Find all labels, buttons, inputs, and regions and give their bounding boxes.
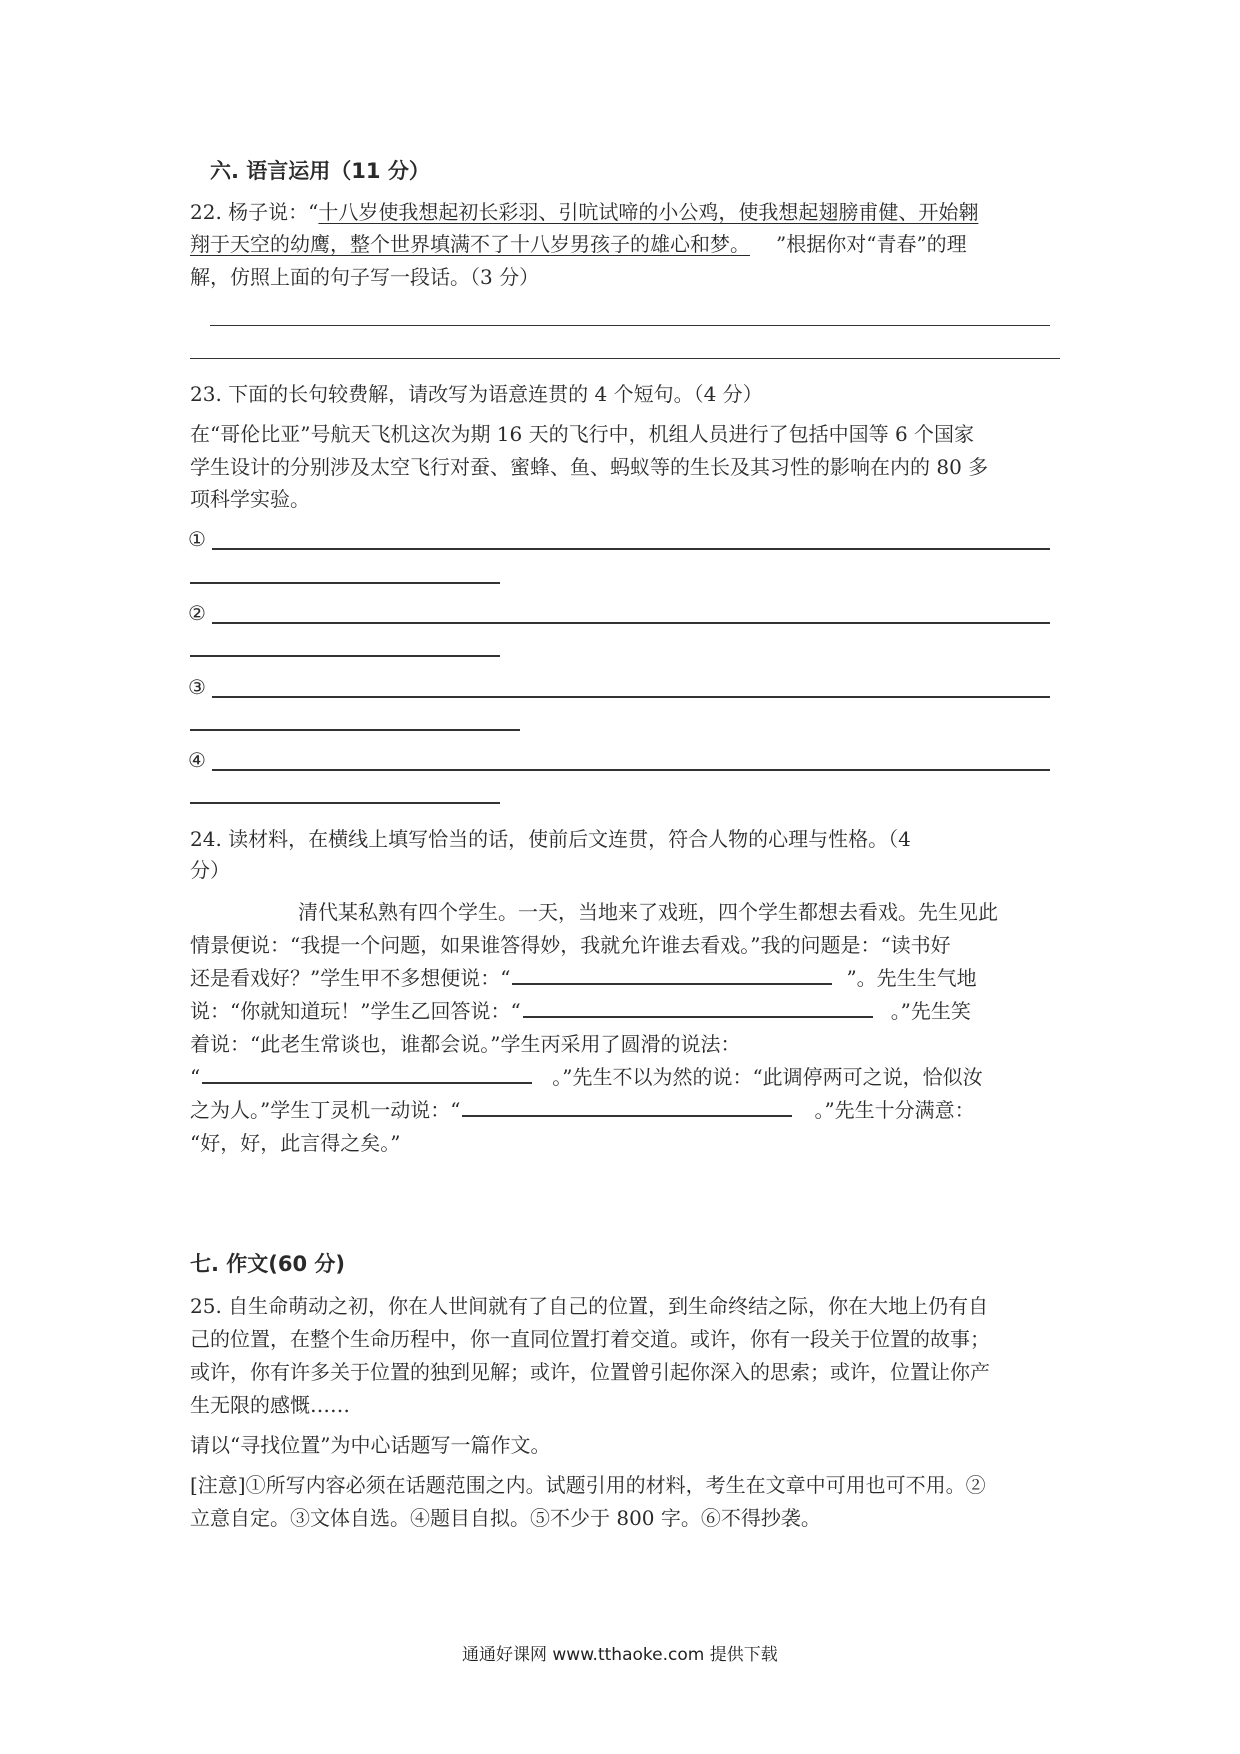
q24-blank-student-c[interactable] <box>202 1062 532 1084</box>
q22-line-2 <box>190 228 967 257</box>
q24-story-text: 。”先生不以为然的说：“此调停两可之说，恰似汝 <box>552 1065 983 1089</box>
q23-answer-1-line-a[interactable] <box>212 548 1050 550</box>
q24-story-line-2: 情景便说：“我提一个问题，如果谁答得妙，我就允许谁去看戏。”我的问题是：“读书好 <box>190 933 951 957</box>
q25-line-3: 或许，你有许多关于位置的独到见解；或许，位置曾引起你深入的思索；或许，位置让你产 <box>190 1360 990 1384</box>
q24-story-text: 之为人。”学生丁灵机一动说：“ <box>190 1098 461 1122</box>
q23-answer-3-line-b[interactable] <box>190 729 520 731</box>
q24-story-line-5: 着说：“此老生常谈也，谁都会说。”学生丙采用了圆滑的说法： <box>190 1032 741 1056</box>
q23-marker-3: ③ <box>188 675 206 699</box>
q24-story-text: 说：“你就知道玩！”学生乙回答说：“ <box>190 999 521 1023</box>
q22-line-3: 解，仿照上面的句子写一段话。（3 分） <box>190 265 540 289</box>
q24-story-text: 。”先生十分满意： <box>814 1098 975 1122</box>
q25-notes-line-1: [注意]①所写内容必须在话题范围之内。试题引用的材料，考生在文章中可用也可不用。② <box>190 1473 986 1497</box>
q24-prompt-line-2: 分） <box>190 858 230 882</box>
q24-story-line-1: 清代某私熟有四个学生。一天，当地来了戏班，四个学生都想去看戏。先生见此 <box>298 900 998 924</box>
q24-story-text: “ <box>190 1065 201 1089</box>
q23-passage-line-3: 项科学实验。 <box>190 487 310 511</box>
q25-notes-line-2: 立意自定。③文体自选。④题目自拟。⑤不少于 800 字。⑥不得抄袭。 <box>190 1506 821 1530</box>
q24-story-line-4 <box>190 995 971 1024</box>
q23-answer-2-line-b[interactable] <box>190 655 500 657</box>
q24-story-line-8: “好，好，此言得之矣。” <box>190 1131 401 1155</box>
q24-story-text: ”。先生生气地 <box>846 966 977 990</box>
section-7-heading: 七. 作文(60 分) <box>190 1252 346 1276</box>
q23-answer-2-line-a[interactable] <box>212 622 1050 624</box>
q23-marker-2: ② <box>188 601 206 625</box>
q23-answer-1-line-b[interactable] <box>190 582 500 584</box>
q24-prompt-line-1: 24. 读材料，在横线上填写恰当的话，使前后文连贯，符合人物的心理与性格。（4 <box>190 827 911 851</box>
q23-passage-line-1: 在“哥伦比亚”号航天飞机这次为期 16 天的飞行中，机组人员进行了包括中国等 6 个国家 <box>190 422 975 446</box>
q22-line-1 <box>190 196 978 225</box>
q23-marker-1: ① <box>188 527 206 551</box>
q23-prompt: 23. 下面的长句较费解，请改写为语意连贯的 4 个短句。（4 分） <box>190 382 763 406</box>
q23-answer-3-line-a[interactable] <box>212 696 1050 698</box>
q25-line-2: 己的位置，在整个生命历程中，你一直同位置打着交道。或许，你有一段关于位置的故事； <box>190 1327 990 1351</box>
footer-credit: 通通好课网 www.tthaoke.com 提供下载 <box>462 1645 778 1665</box>
q23-answer-4-line-b[interactable] <box>190 802 500 804</box>
q24-story-text: 。”先生笑 <box>890 999 971 1023</box>
q22-instruction: ”根据你对“青春”的理 <box>776 232 967 256</box>
q23-marker-4: ④ <box>188 748 206 772</box>
q22-quote-part-2: 翔于天空的幼鹰，整个世界填满不了十八岁男孩子的雄心和梦。 <box>190 232 750 256</box>
q25-line-1: 25. 自生命萌动之初，你在人世间就有了自己的位置，到生命终结之际，你在大地上仍有自 <box>190 1294 989 1318</box>
q24-story-text: 还是看戏好？”学生甲不多想便说：“ <box>190 966 511 990</box>
q22-answer-line-2[interactable] <box>190 358 1060 359</box>
q24-blank-student-d[interactable] <box>462 1095 792 1117</box>
q24-story-line-3 <box>190 962 977 991</box>
q22-answer-line-1[interactable] <box>210 325 1050 326</box>
section-6-heading: 六. 语言运用（11 分） <box>210 159 430 183</box>
q22-quote-part-1: 十八岁使我想起初长彩羽、引吭试啼的小公鸡，使我想起翅膀甫健、开始翱 <box>318 200 979 224</box>
q23-answer-4-line-a[interactable] <box>212 769 1050 771</box>
q24-blank-student-a[interactable] <box>512 963 832 985</box>
q25-task: 请以“寻找位置”为中心话题写一篇作文。 <box>190 1433 551 1457</box>
q24-story-line-7 <box>190 1094 975 1123</box>
q24-story-line-6 <box>190 1061 983 1090</box>
q24-blank-student-b[interactable] <box>523 996 873 1018</box>
q22-prefix: 22. 杨子说：“ <box>190 200 319 224</box>
q25-line-4: 生无限的感慨…… <box>190 1393 350 1417</box>
q23-passage-line-2: 学生设计的分别涉及太空飞行对蚕、蜜蜂、鱼、蚂蚁等的生长及其习性的影响在内的 80 多 <box>190 455 989 479</box>
